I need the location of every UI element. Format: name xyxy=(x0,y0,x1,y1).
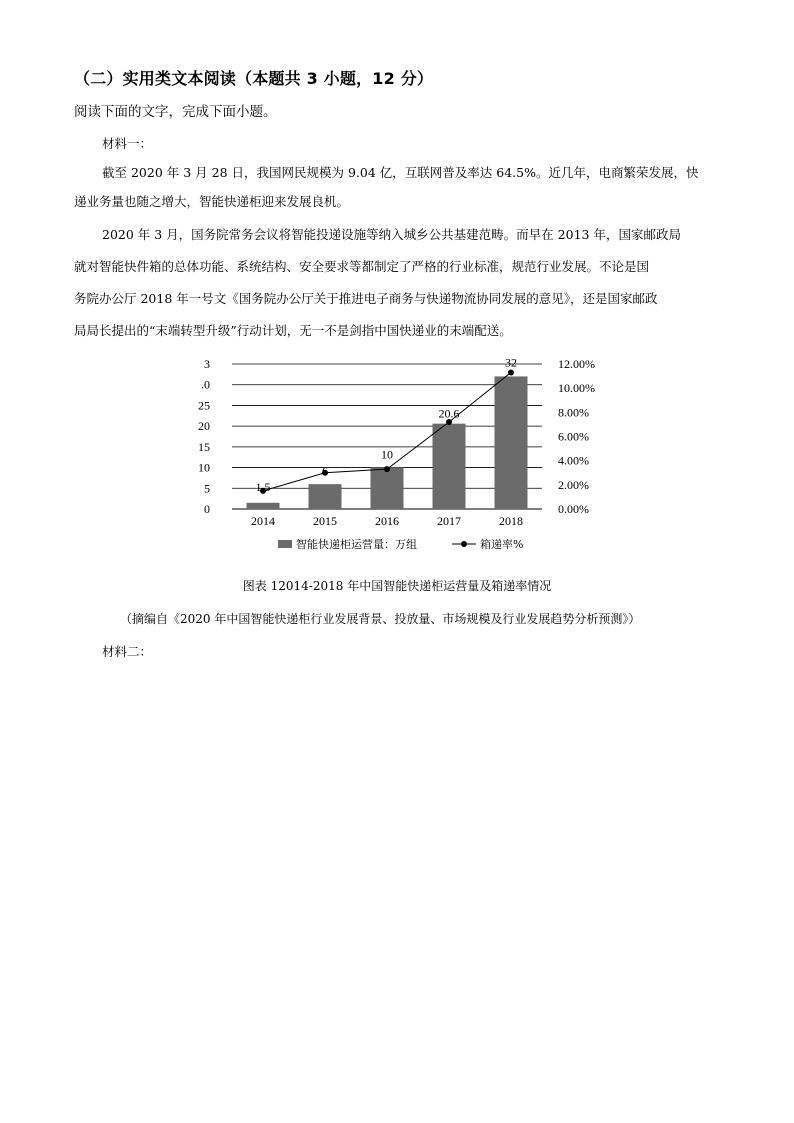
chart-caption: 图表 12014-2018 年中国智能快递柜运营量及箱递率情况 xyxy=(242,579,552,593)
bar-data-label: 6 xyxy=(322,464,328,479)
right-axis-tick-label: 10.00% xyxy=(558,381,595,396)
bar-2017 xyxy=(433,424,466,509)
x-axis-tick-label: 2015 xyxy=(313,514,337,528)
rate-point xyxy=(508,369,514,375)
left-axis-tick-label: 5 xyxy=(204,481,210,496)
right-axis-tick-label: 4.00% xyxy=(558,453,589,468)
paragraph1-line1: 截至 2020 年 3 月 28 日，我国网民规模为 9.04 亿，互联网普及率达 64.5%。近几年，电商繁荣发展，快 xyxy=(102,165,699,180)
section-heading: （二）实用类文本阅读（本题共 3 小题，12 分） xyxy=(74,69,434,88)
legend-bar-swatch xyxy=(278,540,292,548)
left-axis-tick-label: .0 xyxy=(201,377,210,392)
bar-data-label: 20.6 xyxy=(438,406,460,421)
x-axis-tick-label: 2014 xyxy=(251,514,275,528)
paragraph2-line3: 务院办公厅 2018 年一号文《国务院办公厅关于推进电子商务与快递物流协同发展的意见》，还是国家邮政 xyxy=(74,291,658,306)
right-axis-tick-label: 0.00% xyxy=(558,502,589,516)
material2-label: 材料二： xyxy=(102,644,153,659)
instruction-text: 阅读下面的文字，完成下面小题。 xyxy=(74,104,277,120)
chart-legend xyxy=(278,537,523,551)
right-axis-tick-label: 2.00% xyxy=(558,477,589,492)
x-axis-tick-label: 2017 xyxy=(437,514,461,528)
left-axis-tick-label: 25 xyxy=(198,398,210,413)
bar-data-label: 1.5 xyxy=(255,479,271,494)
left-axis-tick-label: 0 xyxy=(204,502,210,516)
bar-2014 xyxy=(247,503,280,509)
legend-line-marker xyxy=(461,541,467,547)
left-axis-tick-label: 20 xyxy=(198,419,210,434)
legend-line-label: 箱递率% xyxy=(480,538,524,551)
bar-data-label: 32 xyxy=(505,356,517,370)
legend-bar-label: 智能快递柜运营量：万组 xyxy=(296,538,417,551)
x-axis-tick-label: 2016 xyxy=(375,514,399,528)
paragraph2-line4: 局局长提出的“末端转型升级”行动计划，无一不是剑指中国快递业的末端配送。 xyxy=(74,323,512,338)
bar-2016 xyxy=(371,468,404,509)
material1-label: 材料一： xyxy=(102,136,153,151)
bar-2015 xyxy=(309,484,342,509)
chart-bars xyxy=(247,376,528,509)
left-axis-tick-label: 3 xyxy=(204,357,210,371)
chart xyxy=(190,356,610,561)
paragraph2-line1: 2020 年 3 月，国务院常务会议将智能投递设施等纳入城乡公共基建范畴。而早在 2013 年，国家邮政局 xyxy=(102,227,681,242)
right-axis-tick-label: 8.00% xyxy=(558,405,589,420)
right-axis-tick-label: 6.00% xyxy=(558,429,589,444)
right-axis-tick-label: 12.00% xyxy=(558,357,595,371)
left-axis-tick-label: 10 xyxy=(198,460,210,475)
bar-2018 xyxy=(495,376,528,509)
x-axis-tick-label: 2018 xyxy=(499,514,523,528)
paragraph2-line2: 就对智能快件箱的总体功能、系统结构、安全要求等都制定了严格的行业标准，规范行业发展。不论是国 xyxy=(74,259,650,274)
paragraph1-line2: 递业务量也随之增大，智能快递柜迎来发展良机。 xyxy=(74,194,350,209)
rate-point xyxy=(384,466,390,472)
source-note: （摘编自《2020 年中国智能快递柜行业发展背景、投放量、市场规模及行业发展趋势分析预测》） xyxy=(120,612,641,626)
left-axis-tick-label: 15 xyxy=(198,439,210,454)
bar-data-label: 10 xyxy=(381,447,393,462)
